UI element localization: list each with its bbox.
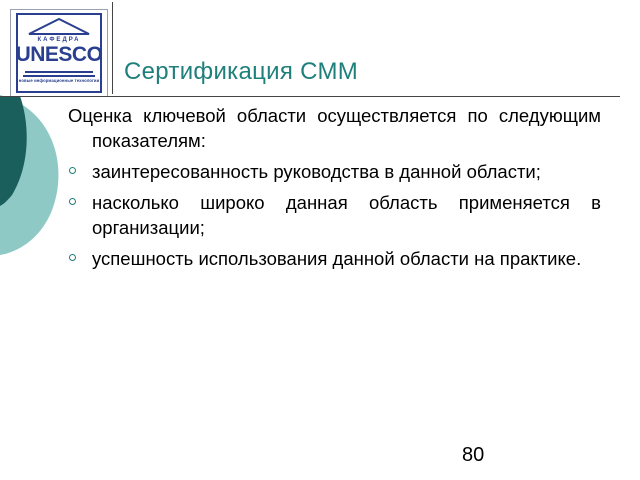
slide-title: Сертификация СММ xyxy=(124,58,359,85)
circle-bullet-icon xyxy=(69,167,76,174)
intro-text: Оценка ключевой области осуществляется по следующим показателям: xyxy=(68,105,601,151)
title-horizontal-divider xyxy=(0,96,620,97)
bullet-list xyxy=(68,159,601,271)
circle-bullet-icon xyxy=(69,254,76,261)
title-vertical-divider xyxy=(112,2,113,94)
slide-body xyxy=(68,103,601,277)
list-item xyxy=(68,159,601,184)
logo-unesco-text: UNESCO xyxy=(15,43,103,66)
unesco-logo xyxy=(10,9,108,97)
page-number: 80 xyxy=(462,444,485,466)
logo-kafedra-text: КАФЕДРА xyxy=(37,37,81,43)
list-item xyxy=(68,246,601,271)
circle-bullet-icon xyxy=(69,198,76,205)
list-item xyxy=(68,190,601,240)
list-item-text: заинтересованность руководства в данной области; xyxy=(92,161,541,182)
list-item-text: насколько широко данная область применяется в организации; xyxy=(92,192,601,238)
list-item-text: успешность использования данной области на практике. xyxy=(92,248,582,269)
logo-subtitle: новые информационные технологии xyxy=(18,78,100,83)
